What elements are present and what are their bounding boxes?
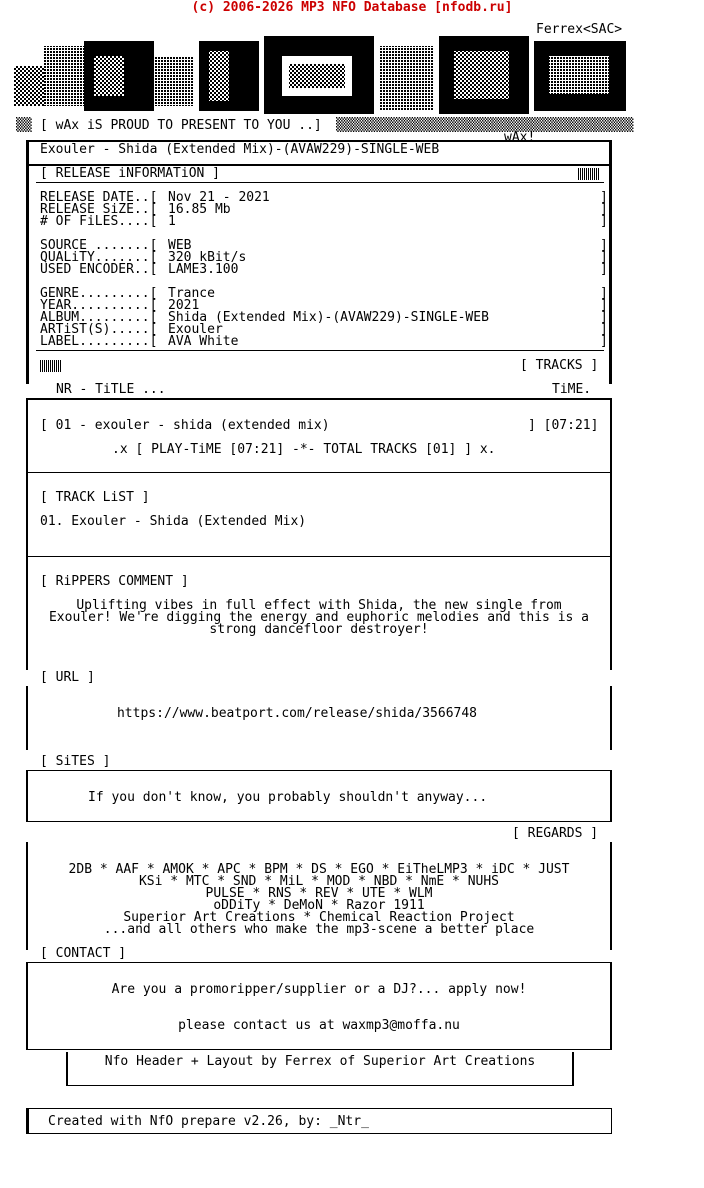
release-title: Exouler - Shida (Extended Mix)-(AVAW229)-SINGLE-WEB xyxy=(40,142,440,157)
info-value-quality: 320 kBit/s xyxy=(168,250,247,265)
copyright-banner: (c) 2006-2026 MP3 NFO Database [nfodb.ru] xyxy=(191,0,513,15)
rippers-heading: [ RiPPERS COMMENT ] xyxy=(40,574,189,589)
wax-logo-art xyxy=(14,36,626,114)
info-value-album: Shida (Extended Mix)-(AVAW229)-SINGLE-WEB xyxy=(168,310,489,325)
tracks-heading: [ TRACKS ] xyxy=(520,358,599,373)
track-list-heading: [ TRACK LiST ] xyxy=(40,490,150,505)
info-top-rule xyxy=(36,182,604,183)
divider-2 xyxy=(28,556,610,557)
tracks-col-time: TiME. xyxy=(552,382,592,397)
info-value-source: WEB xyxy=(168,238,192,253)
info-label-genre: GENRE.........[ xyxy=(40,286,158,301)
heading-block-right xyxy=(578,168,600,180)
track-list-item: 01. Exouler - Shida (Extended Mix) xyxy=(40,514,307,529)
regards-line-6: ...and all others who make the mp3-scene a better place xyxy=(103,922,535,937)
info-label-source: SOURCE .......[ xyxy=(40,238,158,253)
divider-1 xyxy=(28,472,610,473)
regards-line-3: PULSE * RNS * REV * UTE * WLM xyxy=(205,886,433,901)
group-tag: wAx! xyxy=(504,130,536,145)
info-label-year: YEAR..........[ xyxy=(40,298,158,313)
heading-block-left xyxy=(40,360,62,372)
regards-heading: [ REGARDS ] xyxy=(512,826,599,841)
tracks-col-title: NR - TiTLE ... xyxy=(56,382,166,397)
info-value-encoder: LAME3.100 xyxy=(168,262,239,277)
layout-credit: Nfo Header + Layout by Ferrex of Superior Art Creations xyxy=(104,1054,536,1069)
rippers-line-3: strong dancefloor destroyer! xyxy=(209,622,429,637)
playtime-summary: .x [ PLAY-TiME [07:21] -*- TOTAL TRACKS [01] ] x. xyxy=(112,442,496,457)
info-label-quality: QUALiTY.......[ xyxy=(40,250,158,265)
intro-fill: ▒▒▒▒▒▒▒▒▒▒▒▒▒▒▒▒▒▒▒▒▒▒▒▒▒▒▒▒▒▒▒▒▒▒▒▒▒▒ xyxy=(336,118,634,133)
sites-heading: [ SiTES ] xyxy=(40,754,111,769)
contact-frame xyxy=(26,962,612,1050)
info-value-year: 2021 xyxy=(168,298,200,313)
info-label-artist: ARTiST(S).....[ xyxy=(40,322,158,337)
rippers-line-2: Exouler! We're digging the energy and euphoric melodies and this is a xyxy=(48,610,590,625)
info-right-brackets: ] ] ] ] ] ] ] ] ] ] ] xyxy=(600,190,608,349)
info-label-size: RELEASE SiZE..[ xyxy=(40,202,158,217)
intro-line: [ wAx iS PROUD TO PRESENT TO YOU ..] xyxy=(40,118,322,133)
info-value-genre: Trance xyxy=(168,286,215,301)
info-bottom-rule xyxy=(36,350,604,351)
rippers-line-1: Uplifting vibes in full effect with Shida, the new single from xyxy=(76,598,562,613)
release-info-heading: [ RELEASE iNFORMATiON ] xyxy=(40,166,221,181)
info-label-album: ALBUM.........[ xyxy=(40,310,158,325)
url-link[interactable]: https://www.beatport.com/release/shida/3566748 xyxy=(116,706,478,721)
contact-heading: [ CONTACT ] xyxy=(40,946,127,961)
track-line: [ 01 - exouler - shida (extended mix) xyxy=(40,418,330,433)
left-art-block: ▒▒ xyxy=(16,118,32,133)
contact-email[interactable]: please contact us at waxmp3@moffa.nu xyxy=(178,1018,460,1033)
info-value-artist: Exouler xyxy=(168,322,223,337)
info-value-files: 1 xyxy=(168,214,176,229)
regards-line-5: Superior Art Creations * Chemical Reaction Project xyxy=(123,910,515,925)
url-heading: [ URL ] xyxy=(40,670,95,685)
track-time: ] [07:21] xyxy=(528,418,599,433)
info-label-files: # OF FiLES....[ xyxy=(40,214,158,229)
regards-line-4: oDDiTy * DeMoN * Razor 1911 xyxy=(213,898,425,913)
sites-text: If you don't know, you probably shouldn't anyway... xyxy=(88,790,488,805)
regards-line-1: 2DB * AAF * AMOK * APC * BPM * DS * EGO * EiTheLMP3 * iDC * JUST xyxy=(68,862,570,877)
footer-credit: Created with NfO prepare v2.26, by: _Ntr_ xyxy=(48,1114,369,1129)
contact-apply: Are you a promoripper/supplier or a DJ?... apply now! xyxy=(111,982,527,997)
regards-line-2: KSi * MTC * SND * MiL * MOD * NBD * NmE * NUHS xyxy=(138,874,500,889)
info-label-label: LABEL.........[ xyxy=(40,334,158,349)
info-value-size: 16.85 Mb xyxy=(168,202,231,217)
info-label-date: RELEASE DATE..[ xyxy=(40,190,158,205)
info-value-label: AVA White xyxy=(168,334,239,349)
art-credit: Ferrex<SAC> xyxy=(536,22,623,37)
info-value-date: Nov 21 - 2021 xyxy=(168,190,270,205)
info-label-encoder: USED ENCODER..[ xyxy=(40,262,158,277)
